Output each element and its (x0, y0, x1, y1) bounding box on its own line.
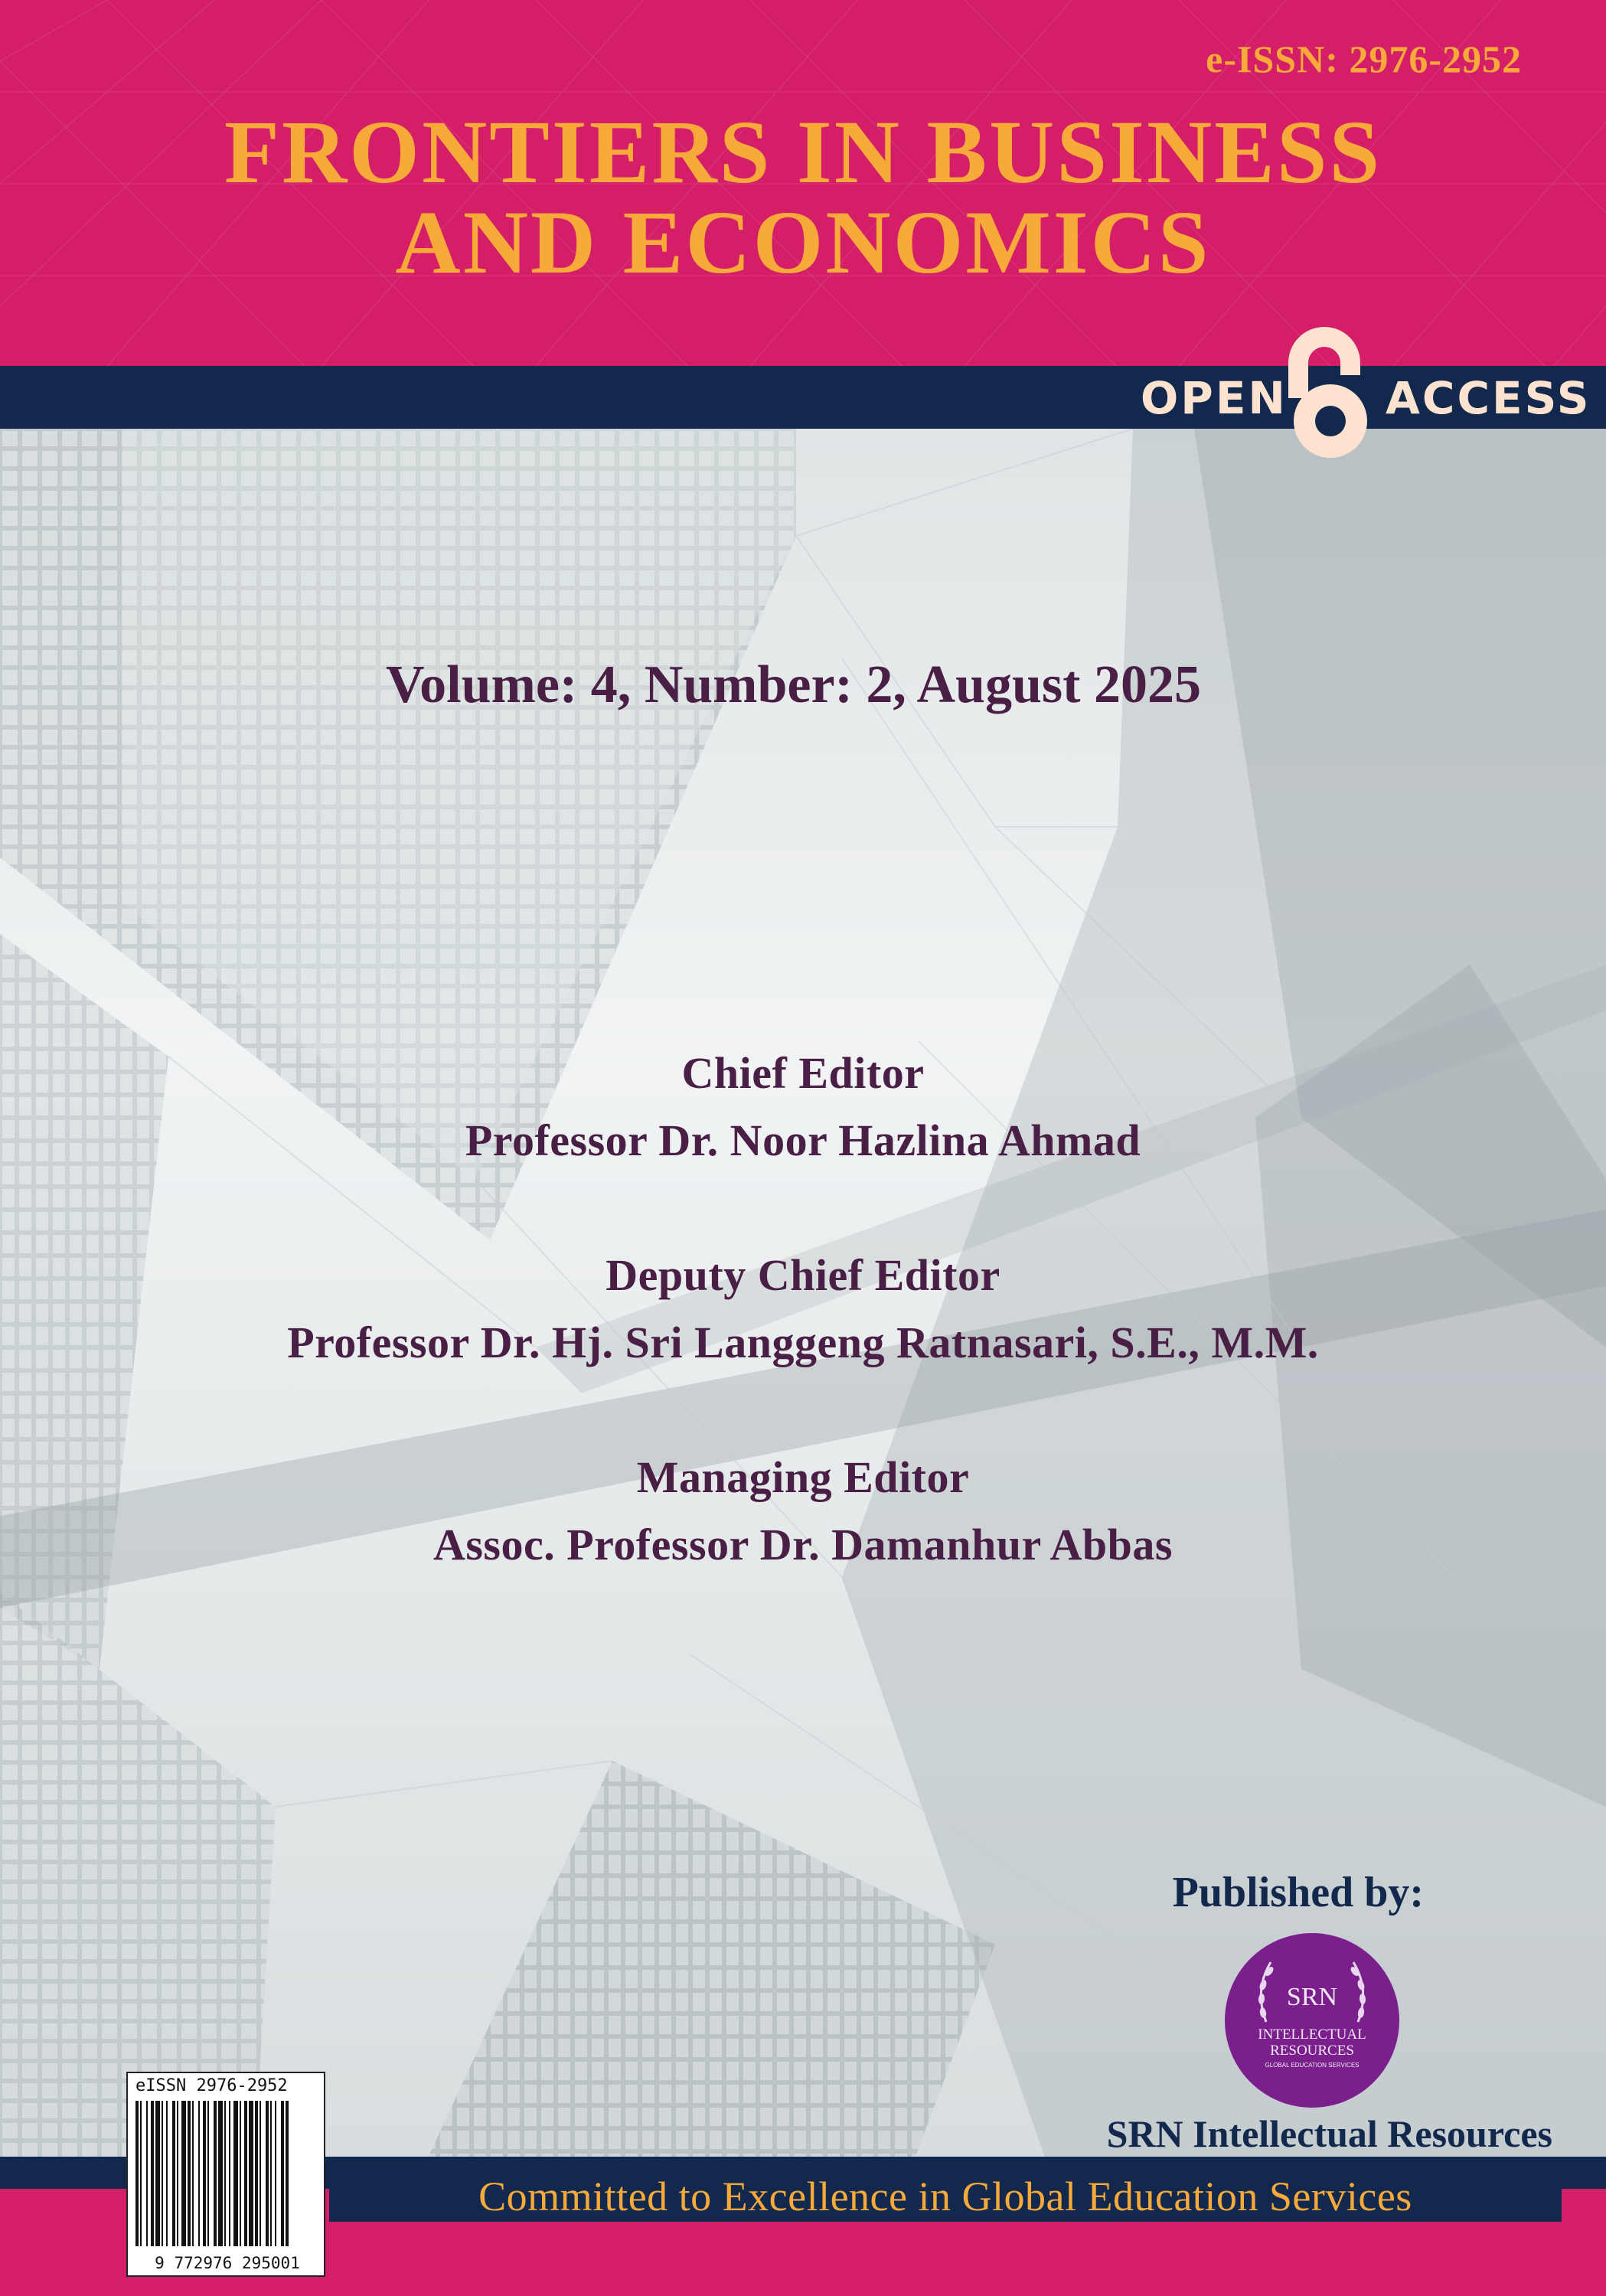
deputy-chief-editor-name: Professor Dr. Hj. Sri Langgeng Ratnasari, S.E., M.M. (287, 1318, 1319, 1367)
managing-editor-role: Managing Editor (636, 1452, 970, 1502)
journal-title-line-2: AND ECONOMICS (395, 192, 1211, 292)
tagline-banner (329, 2171, 1562, 2222)
open-access-open-label: OPEN (1141, 372, 1288, 424)
barcode-digits: 9 772976 295001 (155, 2254, 300, 2272)
issue-volume-line: Volume: 4, Number: 2, August 2025 (386, 655, 1201, 714)
chief-editor-name: Professor Dr. Noor Hazlina Ahmad (465, 1115, 1141, 1165)
logo-line-2: RESOURCES (1270, 2043, 1354, 2059)
logo-monogram: SRN (1286, 1983, 1338, 2011)
barcode-issn-label: eISSN 2976-2952 (135, 2076, 288, 2095)
published-by-label: Published by: (1172, 1869, 1424, 1916)
tagline-text: Committed to Excellence in Global Education Services (478, 2174, 1412, 2219)
open-access-lock-icon (1271, 314, 1386, 467)
logo-line-1: INTELLECTUAL (1258, 2027, 1366, 2043)
logo-line-3: GLOBAL EDUCATION SERVICES (1265, 2062, 1360, 2069)
publisher-name: SRN Intellectual Resources (1106, 2112, 1552, 2155)
open-access-access-label: ACCESS (1386, 372, 1591, 424)
barcode (126, 2072, 325, 2277)
srn-publisher-logo (1223, 1932, 1401, 2109)
issn-header: e-ISSN: 2976-2952 (1206, 38, 1522, 80)
chief-editor-role: Chief Editor (681, 1048, 925, 1098)
barcode-bars (134, 2101, 321, 2246)
journal-title-line-1: FRONTIERS IN BUSINESS (224, 102, 1382, 202)
cover-header (0, 0, 1606, 366)
journal-title (0, 102, 1606, 292)
deputy-chief-editor-role: Deputy Chief Editor (606, 1250, 1000, 1300)
managing-editor-name: Assoc. Professor Dr. Damanhur Abbas (433, 1520, 1173, 1569)
